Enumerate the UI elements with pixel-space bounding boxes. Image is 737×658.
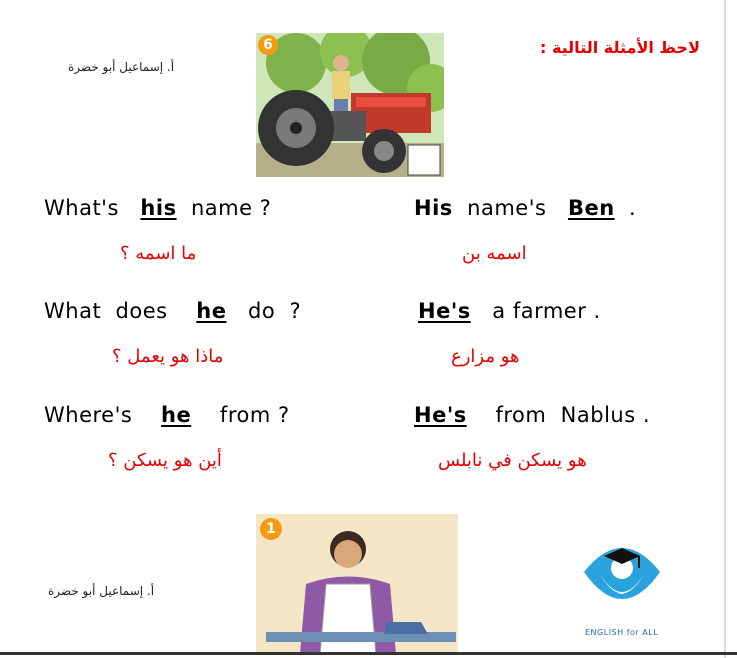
question-1-pre: What's <box>44 196 119 220</box>
answer-2 <box>418 299 601 323</box>
answer-1-key2: Ben <box>567 196 615 220</box>
picture-number-badge: 6 <box>258 35 278 55</box>
answer-1-end: . <box>629 196 637 220</box>
answer-1-key: His <box>414 196 453 220</box>
question-3 <box>44 403 290 427</box>
question-2 <box>44 299 301 323</box>
answer-1-mid: name's <box>467 196 547 220</box>
answer-2-mid: a farmer . <box>492 299 601 323</box>
question-3-key: he <box>161 403 192 427</box>
question-1-arabic: ما اسمه ؟ <box>120 243 197 264</box>
answer-2-arabic: هو مزارع <box>451 346 520 367</box>
author-top: أ. إسماعيل أبو خضرة <box>68 60 175 74</box>
answer-2-key: He's <box>418 299 471 323</box>
page-bottom-rule <box>0 652 737 655</box>
answer-3-mid: from Nablus . <box>495 403 651 427</box>
question-1-key: his <box>140 196 177 220</box>
author-bottom: أ. إسماعيل أبو خضرة <box>48 584 155 598</box>
question-2-arabic: ماذا هو يعمل ؟ <box>112 346 224 367</box>
answer-3-arabic: هو يسكن في نابلس <box>438 450 587 471</box>
question-3-pre: Where's <box>44 403 133 427</box>
farmer-tractor-illustration <box>256 33 444 177</box>
answer-1-arabic: اسمه بن <box>462 243 527 264</box>
english-for-all-logo <box>574 530 670 626</box>
question-3-post: from ? <box>219 403 290 427</box>
question-2-pre: What does <box>44 299 168 323</box>
question-1 <box>44 196 271 220</box>
graduation-cap-icon <box>574 530 670 626</box>
question-2-key: he <box>196 299 227 323</box>
woman-ironing-illustration <box>256 514 458 654</box>
answer-3 <box>414 403 650 427</box>
answer-3-key: He's <box>414 403 467 427</box>
logo-caption: ENGLISH for ALL <box>585 628 659 637</box>
question-1-post: name ? <box>190 196 272 220</box>
heading: لاحظ الأمثلة التالية : <box>539 38 700 57</box>
answer-1 <box>414 196 636 220</box>
page-edge <box>724 0 726 658</box>
question-3-arabic: أين هو يسكن ؟ <box>108 450 222 471</box>
question-2-post: do ? <box>248 299 302 323</box>
picture-number-badge-bottom: 1 <box>260 518 282 540</box>
